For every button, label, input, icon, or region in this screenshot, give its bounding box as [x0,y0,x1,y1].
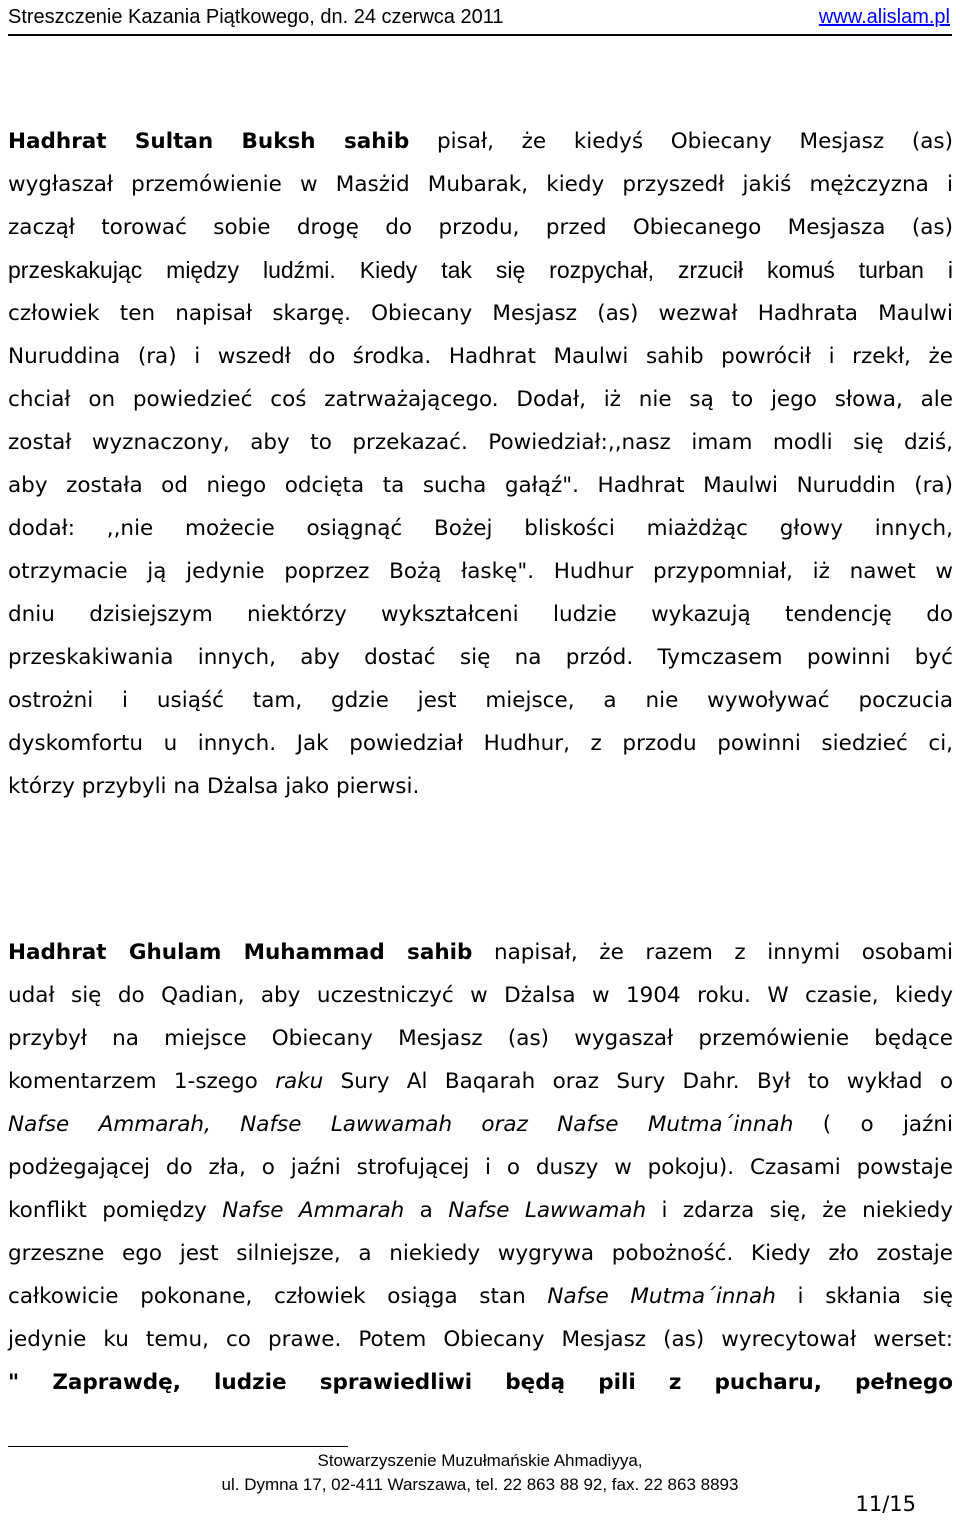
para2-italic-term: Nafse Mutma´innah [547,1284,776,1309]
para2-line [8,1275,953,1318]
para2-italic-term: Nafse Ammarah, Nafse Lawwamah oraz Nafse Mutma´innah [8,1112,794,1137]
para2-line [8,931,953,974]
para1-line: dniu dzisiejszym niektórzy wykształceni ludzie wykazują tendencję do [8,602,953,627]
para1-line: dodał: ,,nie możecie osiągnąć Bożej bliskości miażdżąc głowy innych, [8,516,953,541]
para1-line: zaczął torować sobie drogę do przodu, przed Obiecanego Mesjasza (as) [8,215,953,240]
page-number: 11/15 [855,1492,916,1516]
footer-address: ul. Dymna 17, 02-411 Warszawa, tel. 22 863 88 92, fax. 22 863 8893 [221,1475,739,1494]
para1-line: przeskakiwania innych, aby dostać się na przód. Tymczasem powinni być [8,645,953,670]
para1-line [8,120,953,163]
para2-line [8,1103,953,1146]
footer-organization: Stowarzyszenie Muzułmańskie Ahmadiyya, [317,1451,643,1470]
para1-line: ostrożni i usiąść tam, gdzie jest miejsce, a nie wywoływać poczucia [8,688,953,713]
para2-line [8,1189,953,1232]
para1-line: został wyznaczony, aby to przekazać. Powiedział:,,nasz imam modli się dziś, [8,430,953,455]
para2-italic-term: raku [275,1069,324,1094]
para2-text: komentarzem 1-szego [8,1069,276,1094]
para2-text: Sury Al Baqarah oraz Sury Dahr. Był to wykład o [323,1069,953,1094]
para2-author: Hadhrat Ghulam Muhammad sahib [8,940,473,965]
para2-line: przybył na miejsce Obiecany Mesjasz (as) wygaszał przemówienie będące [8,1026,953,1051]
para1-line: aby została od niego odcięta ta sucha gałąź". Hadhrat Maulwi Nuruddin (ra) [8,473,953,498]
para1-line: otrzymacie ją jedynie poprzez Bożą łaskę". Hudhur przypomniał, iż nawet w [8,559,953,584]
para2-text: i zdarza się, że niekiedy [646,1198,953,1223]
header-title: Streszczenie Kazania Piątkowego, dn. 24 czerwca 2011 [8,6,504,28]
para2-text: konflikt pomiędzy [8,1198,223,1223]
para1-text: pisał, że kiedyś Obiecany Mesjasz (as) [409,129,953,154]
footer-divider [8,1446,348,1447]
para2-line: jedynie ku temu, co prawe. Potem Obiecany Mesjasz (as) wyrecytował werset: [8,1327,953,1352]
page-header [8,2,952,36]
page-footer [0,1449,960,1497]
para2-line: udał się do Qadian, aby uczestniczyć w Dżalsa w 1904 roku. W czasie, kiedy [8,983,953,1008]
para1-line: dyskomfortu u innych. Jak powiedział Hudhur, z przodu powinni siedzieć ci, [8,731,953,756]
header-site-link[interactable]: www.alislam.pl [818,6,950,28]
para1-line: przeskakując między ludźmi. Kiedy tak się rozpychał, zrzucił komuś turban i [8,257,953,283]
para2-line: grzeszne ego jest silniejsze, a niekiedy wygrywa pobożność. Kiedy zło zostaje [8,1241,953,1266]
para1-line: chciał on powiedzieć coś zatrważającego. Dodał, iż nie są to jego słowa, ale [8,387,953,412]
para2-italic-term: Nafse Ammarah [222,1198,405,1223]
para2-text: całkowicie pokonane, człowiek osiąga stan [8,1284,548,1309]
verse-quote: " Zaprawdę, ludzie sprawiedliwi będą pili z pucharu, pełnego [8,1370,953,1395]
para2-text: i skłania się [775,1284,954,1309]
paragraph-2 [8,931,953,1404]
para1-line: Nuruddina (ra) i wszedł do środka. Hadhrat Maulwi sahib powrócił i rzekł, że [8,344,953,369]
para2-text: a [404,1198,449,1223]
para2-text: napisał, że razem z innymi osobami [472,940,953,965]
para1-line: wygłaszał przemówienie w Masżid Mubarak, kiedy przyszedł jakiś mężczyzna i [8,172,953,197]
para2-text: ( o jaźni [793,1112,953,1137]
paragraph-1 [8,120,953,808]
para2-line [8,1361,953,1404]
para1-line: człowiek ten napisał skargę. Obiecany Mesjasz (as) wezwał Hadhrata Maulwi [8,301,953,326]
para1-author: Hadhrat Sultan Buksh sahib [8,129,410,154]
para1-line: którzy przybyli na Dżalsa jako pierwsi. [8,774,420,799]
para2-italic-term: Nafse Lawwamah [448,1198,647,1223]
para2-line [8,1060,953,1103]
para2-line: podżegającej do zła, o jaźni strofującej i o duszy w pokoju). Czasami powstaje [8,1155,953,1180]
